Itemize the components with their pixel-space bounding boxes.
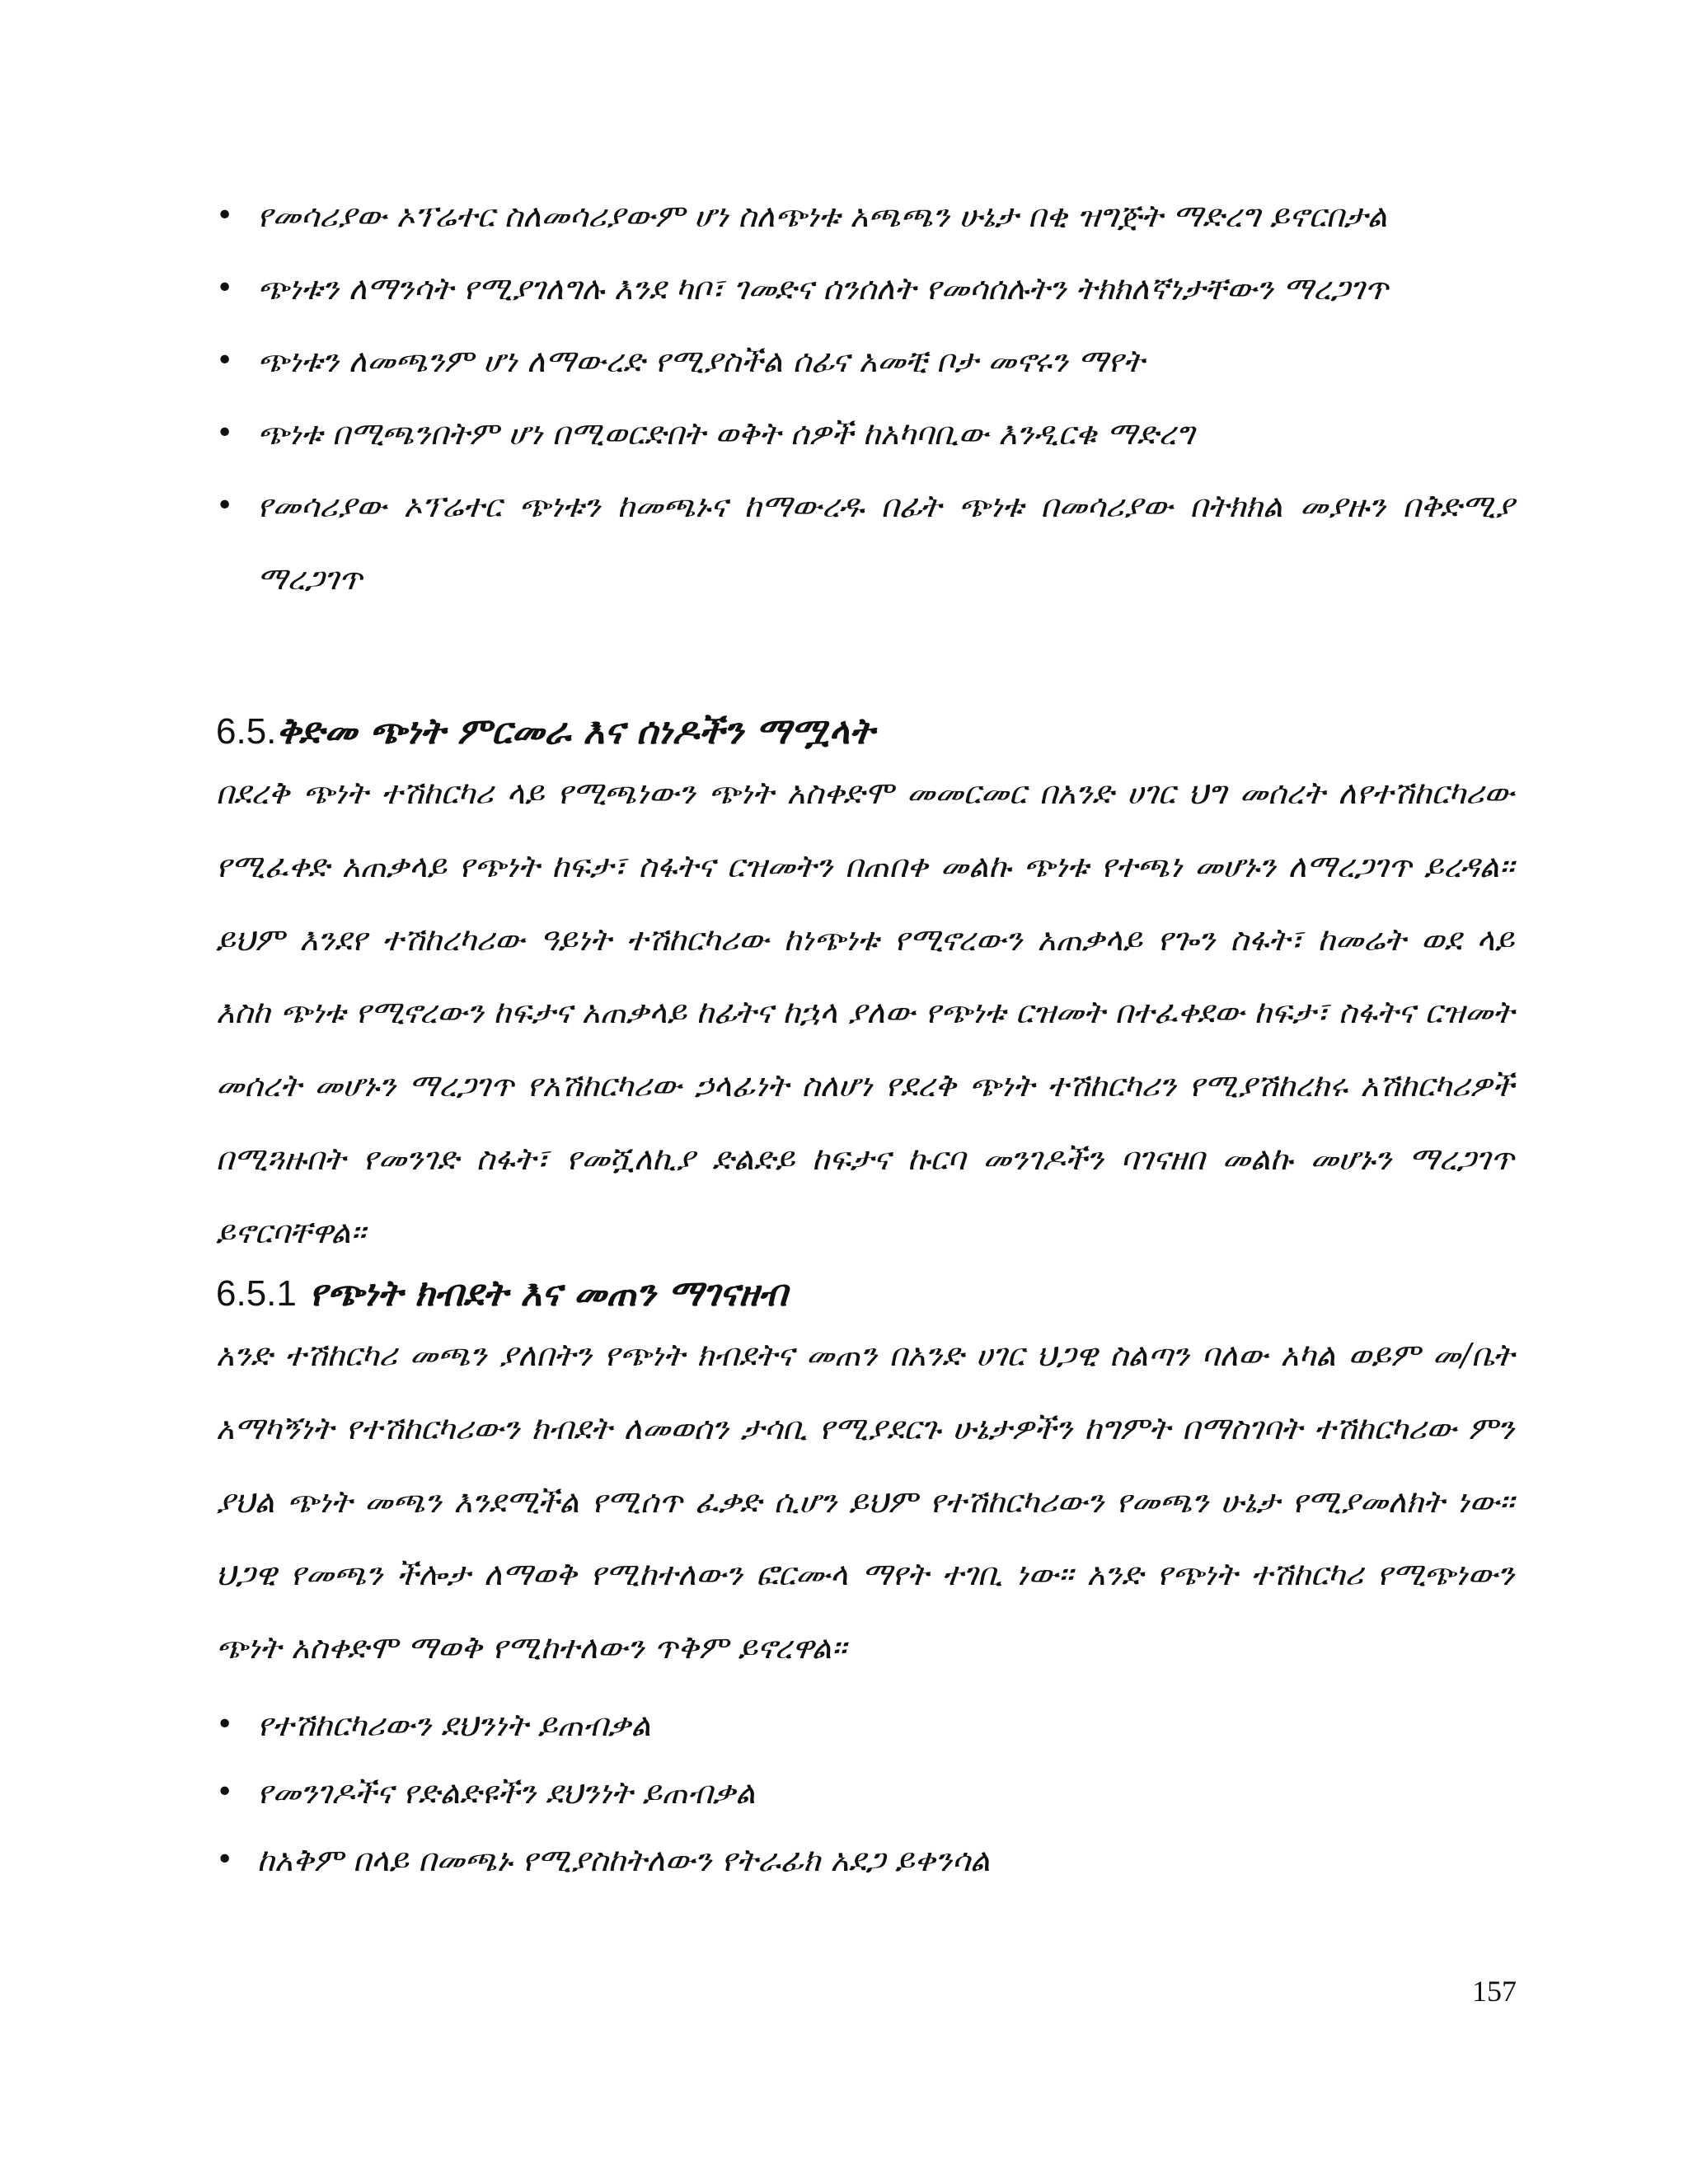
section-title: ቅድመ ጭነት ምርመራ እና ሰነዶችን ማሟላት bbox=[276, 710, 874, 752]
list-item: • ጭነቱ በሚጫንበትም ሆነ በሚወርድበት ወቅት ሰዎች ከአካባቢው እንዲርቁ ማድረግ bbox=[216, 397, 1514, 470]
list-item: • የተሽከርካሪውን ደህንነት ይጠብቃል bbox=[216, 1691, 1514, 1759]
section-heading-6-5-1 bbox=[216, 1261, 787, 1327]
list-item: • የመሳሪያው ኦፕሬተር ጭነቱን ከመጫኑና ከማውረዱ በፊት ጭነቱ በመሳሪያው በትክክል መያዙን በቅድሚያ ማረጋገጥ bbox=[216, 470, 1514, 615]
section-heading-6-5 bbox=[216, 699, 874, 765]
loading-precautions-list bbox=[216, 180, 1514, 615]
list-item: • ጭነቱን ለመጫንም ሆነ ለማውረድ የሚያስችል ሰፊና አመቺ ቦታ መኖሩን ማየት bbox=[216, 325, 1514, 397]
section-6-5-1-paragraph: አንድ ተሽከርካሪ መጫን ያለበትን የጭነት ክብደትና መጠን በአንድ ሀገር ህጋዊ ስልጣን ባለው አካል ወይም መ/ቤት አማካኝነት የተሽከርካሪውን ክብደት ለመወሰን ታሳቢ የሚያደርጉ ሁኔታዎችን ከግምት በማስገባት ተሽከርካሪው ምን ያህል ጭነት መጫን እንደሚችል የሚሰጥ ፈቃድ ሲሆን ይህም የተሽከርካሪውን የመጫን ሁኔታ የሚያመለክት ነው፡፡ ህጋዊ የመጫን ችሎታ ለማወቅ የሚከተለውን ፎርሙላ ማየት ተገቢ ነው፡፡ አንድ የጭነት ተሽከርካሪ የሚጭነውን ጭነት አስቀድሞ ማወቅ የሚከተለውን ጥቅም ይኖረዋል፡፡ bbox=[216, 1337, 1514, 1666]
section-6-5-paragraph: በደረቅ ጭነት ተሽከርካሪ ላይ የሚጫነውን ጭነት አስቀድሞ መመርመር በአንድ ሀገር ህግ መሰረት ለየተሽከርካሪው የሚፈቀድ አጠቃላይ የጭነት ከፍታ፣ ስፋትና ርዝመትን በጠበቀ መልኩ ጭነቱ የተጫነ መሆኑን ለማረጋገጥ ይረዳል፡፡ ይህም እንደየ ተሽከረካሪው ዓይነት ተሽከርካሪው ከነጭነቱ የሚኖረውን አጠቃላይ የጐን ስፋት፣ ከመሬት ወደ ላይ እስከ ጭነቱ የሚኖረውን ከፍታና አጠቃላይ ከፊትና ከኋላ ያለው የጭነቱ ርዝመት በተፈቀደው ከፍታ፣ ስፋትና ርዝመት መሰረት መሆኑን ማረጋገጥ የአሽከርካሪው ኃላፊነት ስለሆነ የደረቅ ጭነት ተሽከርካሪን የሚያሽከረክሩ አሽከርካሪዎች በሚጓዙበት የመንገድ ስፋት፣ የመሿለኪያ ድልድይ ከፍታና ኩርባ መንገዶችን ባገናዘበ መልኩ መሆኑን ማረጋገጥ ይኖርባቸዋል፡፡ bbox=[216, 775, 1514, 1250]
section-number: 6.5.1 bbox=[216, 1273, 297, 1314]
section-number: 6.5. bbox=[216, 711, 277, 752]
list-item: • የመሳሪያው ኦፕሬተር ስለመሳሪያውም ሆነ ስለጭነቱ አጫጫን ሁኔታ በቂ ዝግጅት ማድረግ ይኖርበታል bbox=[216, 180, 1514, 252]
list-item: • የመንገዶችና የድልድዩችን ደህንነት ይጠብቃል bbox=[216, 1759, 1514, 1826]
page-number: 157 bbox=[1472, 1975, 1517, 2008]
list-item: • ከአቅም በላይ በመጫኑ የሚያስከትለውን የትራፊክ አደጋ ይቀንሳል bbox=[216, 1826, 1514, 1894]
section-title: የጭነት ክብደት እና መጠን ማገናዘብ bbox=[309, 1272, 788, 1315]
list-item: • ጭነቱን ለማንሳት የሚያገለግሉ እንደ ካቦ፣ ገመድና ሰንሰለት የመሳሰሉትን ትክክለኛነታቸውን ማረጋገጥ bbox=[216, 252, 1514, 325]
load-knowledge-benefits-list bbox=[216, 1691, 1514, 1894]
